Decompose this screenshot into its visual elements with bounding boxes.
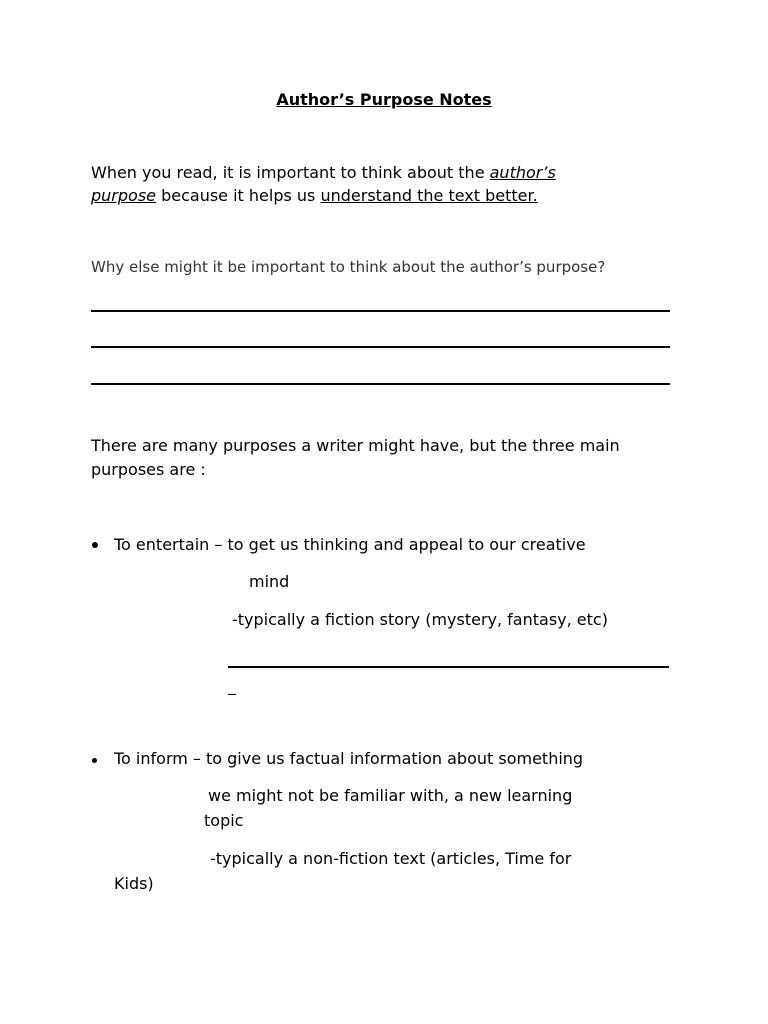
purposes-intro-line-1: There are many purposes a writer might have, but the three main xyxy=(91,436,620,455)
page-title: Author’s Purpose Notes xyxy=(276,90,492,109)
entertain-underscore-tail: _ xyxy=(228,676,236,695)
purposes-intro-line-2: purposes are : xyxy=(91,460,206,479)
entertain-line-1: To entertain – to get us thinking and appeal to our creative xyxy=(114,535,586,554)
bullet-inform xyxy=(92,758,97,763)
entertain-line-3: -typically a fiction story (mystery, fantasy, etc) xyxy=(232,610,608,629)
intro-text-2: because it helps us xyxy=(156,186,321,205)
inform-line-4: -typically a non-fiction text (articles, Time for xyxy=(210,849,572,868)
entertain-line-2: mind xyxy=(249,572,290,591)
intro-author-purpose-1: author’s xyxy=(489,163,556,182)
question-text: Why else might it be important to think about the author’s purpose? xyxy=(91,258,606,276)
intro-author-purpose-2: purpose xyxy=(91,186,156,205)
intro-understand: understand the text better. xyxy=(320,186,538,205)
inform-line-1: To inform – to give us factual information about something xyxy=(114,749,584,768)
answer-line-3 xyxy=(91,383,670,385)
inform-line-5: Kids) xyxy=(114,874,154,893)
intro-text-1: When you read, it is important to think about the xyxy=(91,163,490,182)
intro-line-1 xyxy=(91,163,556,183)
answer-line-1 xyxy=(91,310,670,312)
bullet-entertain xyxy=(92,542,98,548)
inform-line-2: we might not be familiar with, a new learning xyxy=(208,786,573,805)
inform-line-3: topic xyxy=(204,811,244,830)
entertain-answer-line xyxy=(228,666,669,668)
answer-line-2 xyxy=(91,346,670,348)
intro-line-2 xyxy=(91,186,538,206)
